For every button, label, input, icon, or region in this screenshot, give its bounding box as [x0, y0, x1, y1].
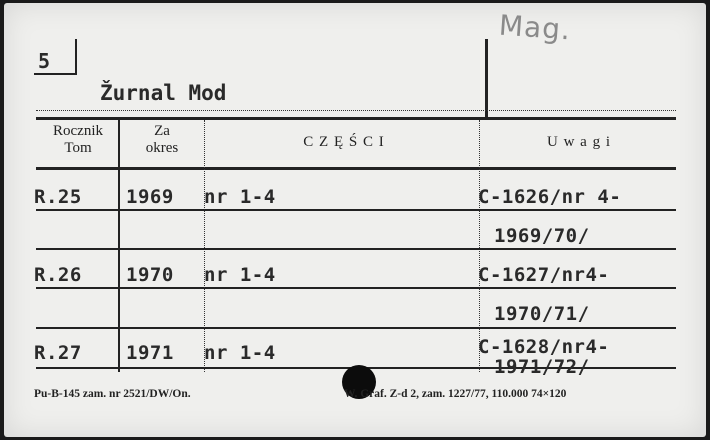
- header-uwagi: U w a g i: [547, 134, 611, 150]
- top-divider: [485, 39, 488, 117]
- row-2-rocznik: R.26: [34, 264, 82, 286]
- catalog-card: [4, 3, 706, 437]
- row-3-uwagi-2: 1971/72/: [494, 356, 590, 378]
- row-1-rocznik: R.25: [34, 186, 82, 208]
- row-1-okres: 1969: [126, 186, 174, 208]
- row-3-okres: 1971: [126, 342, 174, 364]
- card-number: 5: [38, 49, 51, 73]
- row-3-czesci: nr 1-4: [204, 342, 276, 364]
- column-separator-1: [118, 120, 120, 372]
- header-za-okres: Za okres: [145, 123, 179, 156]
- column-separator-2-dotted: [204, 120, 205, 372]
- footer-right: W. Graf. Z-d 2, zam. 1227/77, 110.000 74×120: [344, 388, 567, 400]
- column-separator-3-dotted: [479, 120, 480, 372]
- row-1-czesci: nr 1-4: [204, 186, 276, 208]
- header-bottom-rule: [36, 167, 676, 170]
- row-3-uwagi-1: C-1628/nr4-: [478, 336, 610, 358]
- row-1-uwagi-1: C-1626/nr 4-: [478, 186, 622, 208]
- row-line: [36, 287, 676, 289]
- card-title: Žurnal Mod: [100, 81, 227, 105]
- row-3-rocznik: R.27: [34, 342, 82, 364]
- row-1-uwagi-2: 1969/70/: [494, 225, 590, 247]
- footer-left: Pu-B-145 zam. nr 2521/DW/On.: [34, 388, 191, 400]
- row-line: [36, 327, 676, 329]
- table-top-rule: [36, 117, 676, 120]
- row-line: [36, 248, 676, 250]
- row-line: [36, 209, 676, 211]
- row-2-czesci: nr 1-4: [204, 264, 276, 286]
- row-2-uwagi-1: C-1627/nr4-: [478, 264, 610, 286]
- header-rocznik-tom: Rocznik Tom: [53, 123, 103, 156]
- handwritten-note: Mag.: [497, 8, 573, 47]
- row-2-okres: 1970: [126, 264, 174, 286]
- header-czesci: C Z Ę Ś C I: [303, 134, 385, 150]
- title-dotted-line: [36, 110, 676, 111]
- card-number-rule: [75, 39, 77, 75]
- row-2-uwagi-2: 1970/71/: [494, 303, 590, 325]
- card-number-underline: [34, 73, 76, 75]
